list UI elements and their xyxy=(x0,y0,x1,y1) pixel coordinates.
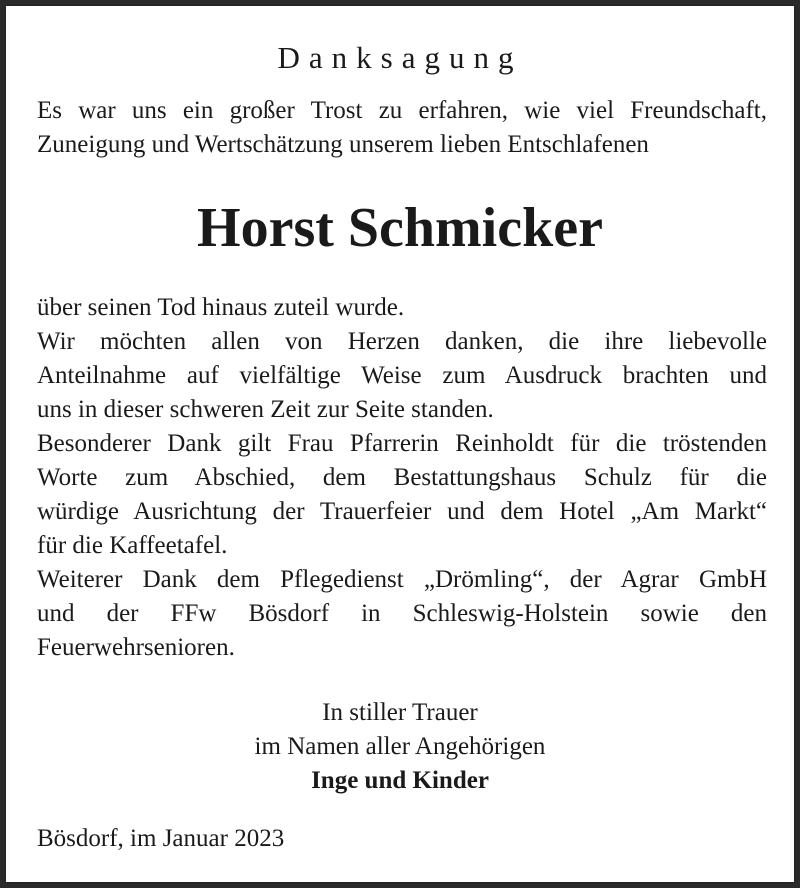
obituary-notice xyxy=(5,5,795,883)
signoff-line: In stiller Trauer xyxy=(322,699,478,726)
intro-paragraph xyxy=(37,94,767,162)
signoff-line: im Namen aller Angehörigen xyxy=(254,733,546,760)
body-line: uns in dieser schweren Zeit zur Seite standen. xyxy=(37,396,494,423)
signoff-block xyxy=(6,696,794,798)
body-line: Worte zum Abschied, dem Bestattungshaus Schulz für die xyxy=(37,464,767,491)
body-line: Wir möchten allen von Herzen danken, die ihre liebevolle xyxy=(37,328,767,355)
intro-line: Es war uns ein großer Trost zu erfahren, wie viel Freundschaft, xyxy=(37,97,767,124)
intro-line: Zuneigung und Wertschätzung unserem lieben Entschlafenen xyxy=(37,131,649,158)
body-line: Besonderer Dank gilt Frau Pfarrerin Reinholdt für die tröstenden xyxy=(37,430,767,457)
body-line: Weiterer Dank dem Pflegedienst „Drömling“, der Agrar GmbH xyxy=(37,566,767,593)
notice-heading: Danksagung xyxy=(277,40,523,75)
signers-name: Inge und Kinder xyxy=(311,767,489,794)
deceased-name: Horst Schmicker xyxy=(197,197,603,259)
body-line: über seinen Tod hinaus zuteil wurde. xyxy=(37,294,405,321)
body-line: würdige Ausrichtung der Trauerfeier und dem Hotel „Am Markt“ xyxy=(37,498,767,525)
body-line: für die Kaffeetafel. xyxy=(37,532,228,559)
body-line: Feuerwehrsenioren. xyxy=(37,634,235,661)
place-date: Bösdorf, im Januar 2023 xyxy=(37,825,285,852)
body-line: Anteilnahme auf vielfältige Weise zum Ausdruck brachten und xyxy=(37,362,767,389)
body-line: und der FFw Bösdorf in Schleswig-Holstein sowie den xyxy=(37,600,767,627)
thanks-paragraph xyxy=(37,291,767,665)
